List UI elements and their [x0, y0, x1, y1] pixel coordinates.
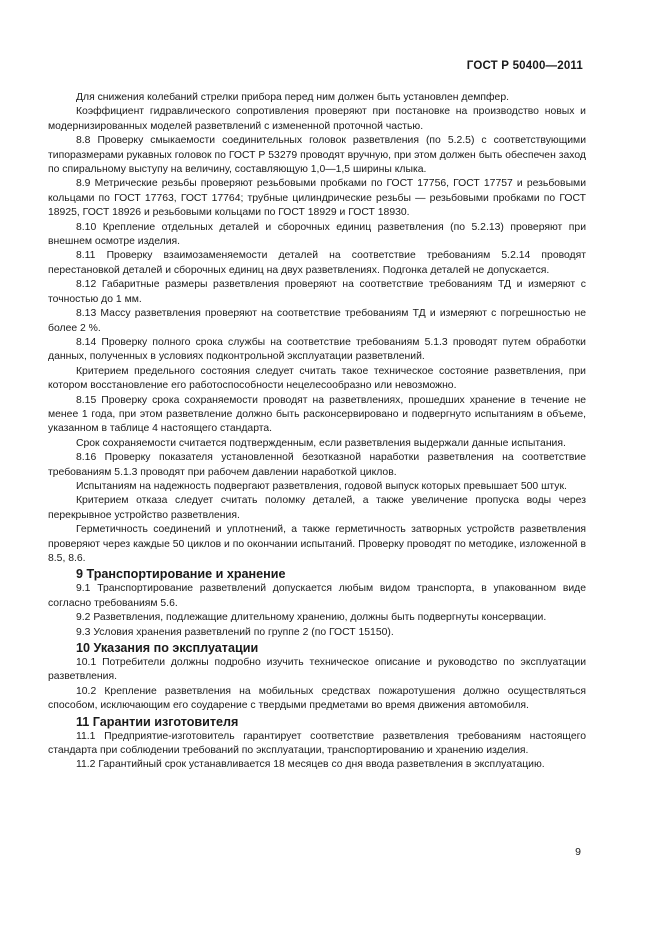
paragraph: 8.13 Массу разветвления проверяют на соответствие требованиям ТД и измеряют с погрешностью не более 2 %.	[48, 308, 586, 334]
paragraph: 8.14 Проверку полного срока службы на соответствие требованиям 5.1.3 проводят путем обработки данных, полученных в условиях подконтрольной эксплуатации разветвлений.	[48, 336, 586, 363]
paragraph: 8.16 Проверку показателя установленной безотказной наработки разветвления на соответствие требованиям 5.1.3 проводят при рабочем давлении наработкой циклов.	[48, 452, 586, 478]
paragraph: Испытаниям на надежность подвергают разветвления, годовой выпуск которых превышает 500 штук.	[76, 480, 567, 492]
paragraph: Для снижения колебаний стрелки прибора перед ним должен быть установлен демпфер.	[76, 92, 509, 103]
paragraph: 10.2 Крепление разветвления на мобильных средствах пожаротушения должно осуществляться способом, исключающим его соударение с твердыми предметами во время движения автомобиля.	[48, 685, 586, 712]
paragraph: 8.10 Крепление отдельных деталей и сборочных единиц разветвления (по 5.2.13) проверяют при внешнем осмотре изделия.	[48, 221, 586, 248]
paragraph: 8.8 Проверку смыкаемости соединительных головок разветвления (по 5.2.5) с соответствующими типоразмерами рукавных головок по ГОСТ Р 53279 проводят вручную, при этом должен быть обеспечен заход по спиральному выступу на величину, составляющую 1,0—1,5 ширины клыка.	[48, 135, 586, 176]
paragraph: 8.12 Габаритные размеры разветвления проверяют на соответствие требованиям ТД и измеряют с точностью до 1 мм.	[48, 279, 586, 305]
section-heading-operation: 10 Указания по эксплуатации	[76, 641, 259, 656]
paragraph: 8.9 Метрические резьбы проверяют резьбовыми пробками по ГОСТ 17756, ГОСТ 17757 и резьбовыми кольцами по ГОСТ 17763, ГОСТ 17764; трубные цилиндрические резьбы — резьбовыми пробками по ГОСТ 18925, ГОСТ 18926 и резьбовыми кольцами по ГОСТ 18929 и ГОСТ 18930.	[48, 178, 586, 219]
paragraph: 11.2 Гарантийный срок устанавливается 18 месяцев со дня ввода разветвления в эксплуатацию.	[76, 759, 545, 771]
paragraph: Коэффициент гидравлического сопротивления проверяют при постановке на производство новых и модернизированных моделей разветвлений с измененной проточной частью.	[48, 106, 586, 132]
paragraph: 11.1 Предприятие-изготовитель гарантирует соответствие разветвления требованиям настоящего стандарта при соблюдении требований по эксплуатации, транспортированию и хранению изделия.	[48, 730, 586, 757]
paragraph: Герметичность соединений и уплотнений, а также герметичность затворных устройств разветвления проверяют через каждые 50 циклов и по окончании испытаний. Проверку проводят по методике, изложенной в 8.5, 8.6.	[48, 524, 586, 564]
page-content	[48, 91, 586, 773]
paragraph: 8.11 Проверку взаимозаменяемости деталей на соответствие требованиям 5.2.14 проводят перестановкой деталей и сборочных единиц на двух разветвлениях. Подгонка деталей не допускается.	[48, 250, 586, 276]
document-header: ГОСТ Р 50400—2011	[466, 60, 583, 72]
page-number: 9	[575, 846, 581, 858]
paragraph: 9.1 Транспортирование разветвлений допускается любым видом транспорта, в упакованном виде согласно требованиям 5.6.	[48, 583, 586, 609]
paragraph: Критерием отказа следует считать поломку деталей, а также увеличение пропуска воды через перекрывное устройство разветвления.	[48, 495, 586, 521]
paragraph: Критерием предельного состояния следует считать такое техническое состояние разветвления, при котором восстановление его работоспособности нецелесообразно или невозможно.	[48, 365, 586, 392]
paragraph: 9.2 Разветвления, подлежащие длительному хранению, должны быть подвергнуты консервации.	[76, 612, 547, 624]
section-heading-warranty: 11 Гарантии изготовителя	[76, 714, 239, 729]
section-heading-transport: 9 Транспортирование и хранение	[76, 567, 286, 582]
paragraph: 9.3 Условия хранения разветвлений по группе 2 (по ГОСТ 15150).	[76, 626, 394, 638]
paragraph: 10.1 Потребители должны подробно изучить техническое описание и руководство по эксплуатации разветвления.	[48, 657, 586, 683]
paragraph: Срок сохраняемости считается подтвержденным, если разветвления выдержали данные испытания.	[76, 437, 566, 449]
paragraph: 8.15 Проверку срока сохраняемости проводят на разветвлениях, прошедших хранение в течение не менее 1 года, при этом разветвление должно быть расконсервировано и подвергнуто испытаниям в объеме, указанном в таблице 4 настоящего стандарта.	[48, 394, 586, 435]
